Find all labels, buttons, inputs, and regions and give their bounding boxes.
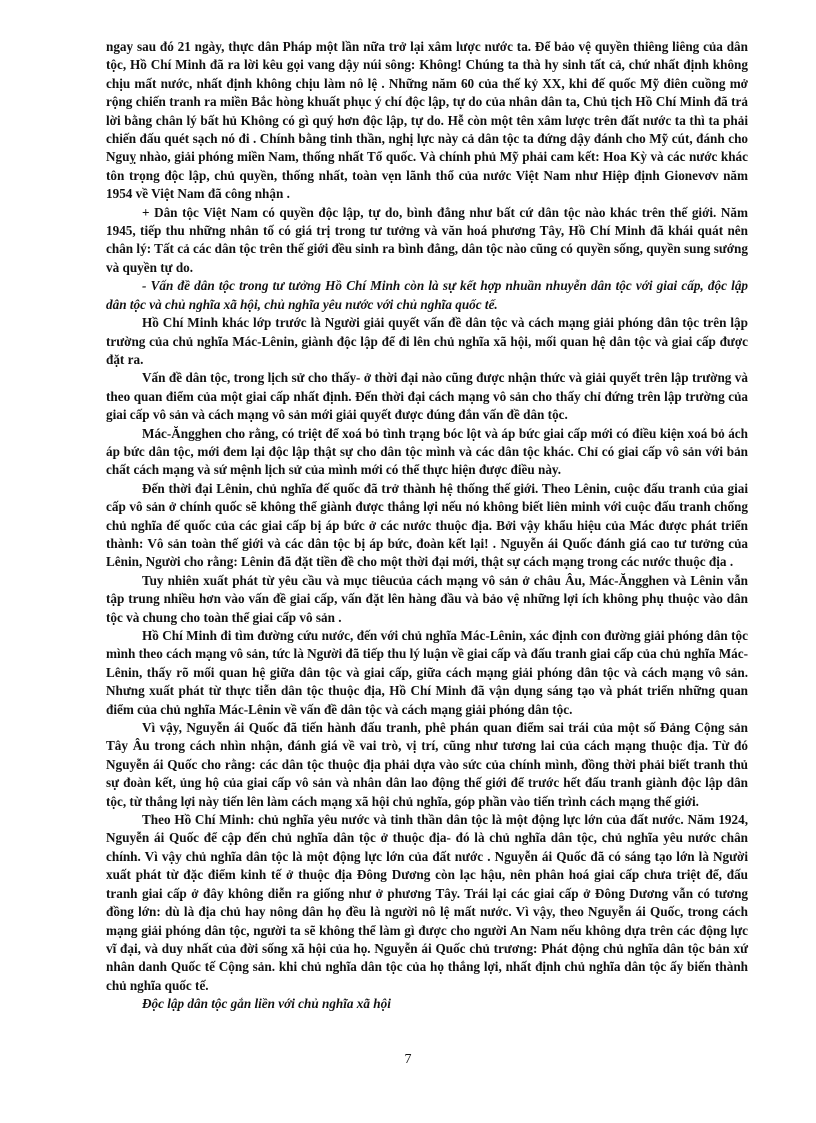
paragraph-heading-nation-class: - Vấn đề dân tộc trong tư tưởng Hồ Chí Minh còn là sự kết hợp nhuần nhuyễn dân tộc với giai cấp, độc lập dân tộc và chủ nghĩa xã hội, chủ nghĩa yêu nước với chủ nghĩa quốc tế. xyxy=(106,278,748,312)
paragraph-continuation: ngay sau đó 21 ngày, thực dân Pháp một lần nữa trở lại xâm lược nước ta. Để bảo vệ quyền thiêng liêng của dân tộc, Hồ Chí Minh đã ra lời kêu gọi vang dậy núi sông: Không! Chúng ta thà hy sinh tất cả, chứ nhất định không chịu mất nước, nhất định không chịu làm nô lệ . Những năm 60 của thế kỷ XX, khi đế quốc Mỹ điên cuồng mở rộng chiến tranh ra miền Bắc hòng khuất phục ý chí độc lập, tự do của nhân dân ta, Chủ tịch Hồ Chí Minh đã trả lời bằng chân lý bất hủ Không có gì quý hơn độc lập, tự do. Hễ còn một tên xâm lược trên đất nước ta thì ta phải chiến đấu quét sạch nó đi . Chính bằng tinh thần, nghị lực này cả dân tộc ta đứng dậy đánh cho Mỹ cút, đánh cho Nguỵ nhào, giải phóng miền Nam, thống nhất Tổ quốc. Và chính phủ Mỹ phải cam kết: Hoa Kỳ và các nước khác tôn trọng độc lập, chủ quyền, thống nhất, toàn vẹn lãnh thổ của nước Việt Nam như Hiệp định Gionevơv năm 1954 về Việt Nam đã công nhận . xyxy=(106,39,748,202)
paragraph-patriotism-motive: Theo Hồ Chí Minh: chủ nghĩa yêu nước và tinh thần dân tộc là một động lực lớn của đất nước. Năm 1924, Nguyễn ái Quốc để cập đến chủ nghĩa dân tộc ở thuộc địa- đó là chủ nghĩa dân tộc, chủ nghĩa yêu nước chân chính. Vì vậy chủ nghĩa dân tộc là một động lực lớn của đất nước . Nguyễn ái Quốc đã có sáng tạo lớn là Người xuất phát từ đặc điểm kinh tế ở thuộc địa Đông Dương còn lạc hậu, nên phân hoá giai cấp chưa triệt để, đấu tranh giai cấp ở đây không diễn ra giống như ở phương Tây. Trái lại các giai cấp ở Đông Dương vẫn có tương đồng lớn: dù là địa chủ hay nông dân họ đều là người nô lệ mất nước. Vì vậy, theo Nguyễn ái Quốc, trong cách mạng giải phóng dân tộc, người ta sẽ không thể làm gì được cho người An Nam nếu không dựa trên các động lực vĩ đại, và duy nhất của đời sống xã hội của họ. Nguyễn ái Quốc chủ trương: Phát động chủ nghĩa dân tộc bản xứ nhân danh Quốc tế Cộng sản. khi chủ nghĩa dân tộc của họ thắng lợi, nhất định chủ nghĩa dân tộc ấy biến thành chủ nghĩa quốc tế. xyxy=(106,812,748,993)
paragraph-path-to-salvation: Hồ Chí Minh đi tìm đường cứu nước, đến với chủ nghĩa Mác-Lênin, xác định con đường giải phóng dân tộc mình theo cách mạng vô sản, tức là Người đã tiếp thu lý luận về giai cấp và đấu tranh giai cấp của chủ nghĩa Mác-Lênin, thấy rõ mối quan hệ giữa dân tộc và giai cấp, giữa cách mạng giải phóng dân tộc và cách mạng vô sản. Nhưng xuất phát từ thực tiễn dân tộc thuộc địa, Hồ Chí Minh đã vận dụng sáng tạo và phát triển những quan điểm của chủ nghĩa Mác-Lênin về vấn đề dân tộc và cách mạng giải phóng dân tộc. xyxy=(106,628,748,717)
section-heading-independence-socialism: Độc lập dân tộc gắn liền với chủ nghĩa xã hội xyxy=(142,996,391,1012)
document-body xyxy=(106,38,748,1014)
paragraph-however: Tuy nhiên xuất phát từ yêu cầu và mục tiêucủa cách mạng vô sản ở châu Âu, Mác-Ăngghen và Lênin vẫn tập trung nhiều hơn vào vấn đề giai cấp, vấn đặt lên hàng đầu và bảo vệ những lợi ích không phụ thuộc vào dân tộc và chung cho toàn thể giai cấp vô sản . xyxy=(106,572,748,625)
paragraph-struggle-critique: Vì vậy, Nguyễn ái Quốc đã tiến hành đấu tranh, phê phán quan điểm sai trái của một số Đảng Cộng sản Tây Âu trong cách nhìn nhận, đánh giá về vai trò, vị trí, cũng như tương lai của cách mạng thuộc địa. Từ đó Nguyễn ái Quốc cho rằng: các dân tộc thuộc địa phải dựa vào sức của chính mình, đồng thời phải biết tranh thủ sự đoàn kết, ủng hộ của giai cấp vô sản và nhân dân lao động thế giới để trước hết đấu tranh giành độc lập dân tộc, từ thắng lợi này tiến lên làm cách mạng xã hội chủ nghĩa, góp phần vào tiến trình cách mạng thế giới. xyxy=(106,720,748,809)
page-number: 7 xyxy=(404,1052,412,1067)
paragraph-national-question: Vấn đề dân tộc, trong lịch sử cho thấy- ở thời đại nào cũng được nhận thức và giải quyết trên lập trường và theo quan điểm của một giai cấp nhất định. Đến thời đại cách mạng vô sản cho thấy chỉ đứng trên lập trường của giai cấp vô sản và cách mạng vô sản mới giải quyết được đúng đắn vấn đề dân tộc. xyxy=(106,370,748,423)
paragraph-marx-engels: Mác-Ăngghen cho rằng, có triệt để xoá bỏ tình trạng bóc lột và áp bức giai cấp mới có điều kiện xoá bỏ ách áp bức dân tộc, mới đem lại độc lập thật sự cho dân tộc mình và các dân tộc khác. Chỉ có giai cấp vô sản với bản chất cách mạng và sứ mệnh lịch sử của mình mới có thể thực hiện được điều này. xyxy=(106,425,748,478)
paragraph-equal-rights: + Dân tộc Việt Nam có quyền độc lập, tự do, bình đẳng như bất cứ dân tộc nào khác trên thế giới. Năm 1945, tiếp thu những nhân tố có giá trị trong tư tưởng và văn hoá phương Tây, Hồ Chí Minh đã khái quát nên chân lý: Tất cả các dân tộc trên thế giới đều sinh ra bình đẳng, dân tộc nào cũng có quyền sống, quyền sung sướng và quyền tự do. xyxy=(106,204,748,275)
paragraph-lenin-era: Đến thời đại Lênin, chủ nghĩa đế quốc đã trở thành hệ thống thế giới. Theo Lênin, cuộc đấu tranh của giai cấp vô sản ở chính quốc sẽ không thể giành được thắng lợi nếu nó không biết liên minh với cuộc đấu tranh chống chủ nghĩa đế quốc của các giai cấp bị áp bức ở các nước thuộc địa. Bởi vậy khẩu hiệu của Mác được phát triển thành: Vô sản toàn thế giới và các dân tộc bị áp bức, đoàn kết lại! . Nguyễn ái Quốc đánh giá cao tư tưởng của Lênin, Người cho rằng: Lênin đã đặt tiền đề cho một thời đại mới, thật sự cách mạng trong các nước thuộc địa . xyxy=(106,480,748,570)
paragraph-ho-chi-minh-difference: Hồ Chí Minh khác lớp trước là Người giải quyết vấn đề dân tộc và cách mạng giải phóng dân tộc trên lập trường của chủ nghĩa Mác-Lênin, giành độc lập để đi lên chủ nghĩa xã hội, mối quan hệ dân tộc và giai cấp được đặt ra. xyxy=(106,315,748,367)
